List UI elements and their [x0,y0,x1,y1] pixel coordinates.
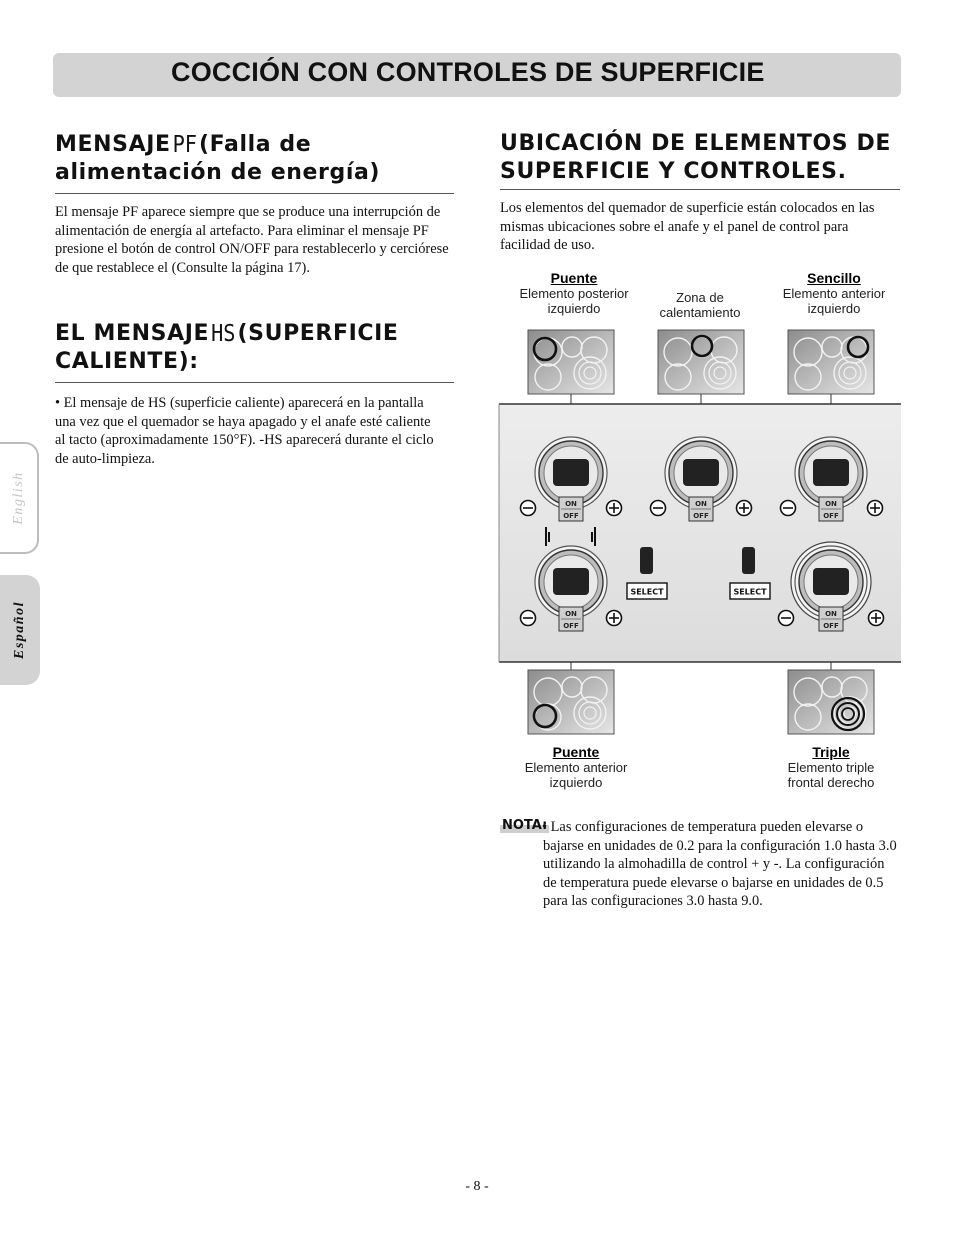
select-button-left [627,583,667,599]
label-top-middle [634,290,766,320]
label-bottom-left-line1: Elemento anterior [524,760,628,775]
svg-text:ON: ON [695,500,707,508]
cooktop-controls-diagram [495,325,905,737]
label-top-middle-line2: calentamiento [659,305,741,320]
label-top-right-line1: Elemento anterior [782,286,886,301]
hs-heading-pre: EL MENSAJE [55,321,210,346]
nota-label: NOTA: [502,818,548,833]
label-bottom-right-line2: frontal derecho [787,775,875,790]
pf-heading-rest: (Falla de [199,132,312,157]
tile-top-right [788,330,874,394]
svg-text:OFF: OFF [563,622,579,630]
svg-text:ON: ON [565,500,577,508]
hs-segment-code: HS [211,319,236,347]
plus-button-4 [607,611,622,626]
minus-button-1 [521,501,536,516]
svg-text:OFF: OFF [823,622,839,630]
tab-espanol-label: Español [12,601,27,659]
tile-bottom-right [788,670,874,734]
label-bottom-right-title: Triple [812,744,850,760]
tile-bottom-left [528,670,614,734]
pf-heading-line2: alimentación de energía) [55,159,381,185]
minus-button-2 [651,501,666,516]
select-button-right [730,583,770,599]
onoff-button-2 [689,497,713,521]
label-top-left-title: Puente [550,270,598,286]
label-bottom-left [506,745,646,790]
tab-english-label: English [10,471,26,525]
onoff-button-5 [819,607,843,631]
plus-button-5 [869,611,884,626]
label-top-left-line2: izquierdo [547,301,601,316]
label-bottom-left-title: Puente [552,744,600,760]
pf-heading-pre: MENSAJE [55,132,171,157]
pf-heading-rule [55,193,454,194]
plus-button-1 [607,501,622,516]
plus-button-3 [868,501,883,516]
label-top-left-line1: Elemento posterior [519,286,629,301]
minus-button-4 [521,611,536,626]
svg-text:ON: ON [825,500,837,508]
label-top-middle-line1: Zona de [676,290,724,305]
location-intro: Los elementos del quemador de superficie están colocados en las mismas ubicaciones sobre el anafe y el panel de control para facilidad de uso. [500,200,875,254]
hs-heading-rest: (SUPERFICIE [237,321,399,346]
minus-button-3 [781,501,796,516]
page-title: COCCIÓN CON CONTROLES DE SUPERFICIE [171,57,765,87]
label-top-left [504,271,644,316]
select-indicator-right [742,547,755,574]
page-number: - 8 - [465,1179,489,1194]
location-heading [500,130,891,185]
svg-text:OFF: OFF [693,512,709,520]
plus-button-2 [737,501,752,516]
select-indicator-left [640,547,653,574]
location-heading-line1: UBICACIÓN DE ELEMENTOS DE [500,131,891,156]
label-top-right [764,271,904,316]
onoff-button-3 [819,497,843,521]
nota-text: • Las configuraciones de temperatura pueden elevarse o bajarse en unidades de 0.2 para la configuración 1.0 hasta 3.0 utilizando la almohadilla de control + y -. La configuración de temperatura puede elevarse o bajarse en unidades de 0.5 para las configuraciones 3.0 hasta 9.0. [542,819,897,910]
hs-heading-rule [55,382,454,383]
pf-body: El mensaje PF aparece siempre que se produce una interrupción de alimentación de energía al artefacto. Para eliminar el mensaje PF presione el botón de control ON/OFF para restablecerlo y cerciórese de que restablece el (Consulte la página 17). [55,204,449,276]
tile-top-left [528,330,614,394]
svg-text:OFF: OFF [563,512,579,520]
hs-body: • El mensaje de HS (superficie caliente) aparecerá en la pantalla una vez que el quemador se haya apagado y el anafe esté caliente al tacto (aproximadamente 150°F). -HS aparecerá durante el ciclo de auto-limpieza. [55,395,434,467]
svg-text:SELECT: SELECT [630,587,664,597]
hs-heading-line2: CALIENTE): [55,348,199,374]
label-top-right-line2: izquierdo [807,301,861,316]
svg-text:SELECT: SELECT [733,587,767,597]
label-top-right-title: Sencillo [807,270,861,286]
svg-text:ON: ON [565,610,577,618]
pf-heading [55,131,380,186]
label-bottom-right-line1: Elemento triple [787,760,875,775]
pf-segment-code: PF [172,130,197,158]
location-heading-rule [500,189,900,190]
label-bottom-right [761,745,901,790]
label-bottom-left-line2: izquierdo [549,775,603,790]
onoff-button-4 [559,607,583,631]
svg-text:OFF: OFF [823,512,839,520]
tab-espanol[interactable] [0,575,40,685]
onoff-button-1 [559,497,583,521]
hs-heading [55,320,399,375]
minus-button-5 [779,611,794,626]
svg-text:ON: ON [825,610,837,618]
tile-top-middle [658,330,744,394]
location-heading-line2: SUPERFICIE Y CONTROLES. [500,158,847,184]
page-banner [53,53,901,97]
tab-english[interactable] [0,442,39,554]
